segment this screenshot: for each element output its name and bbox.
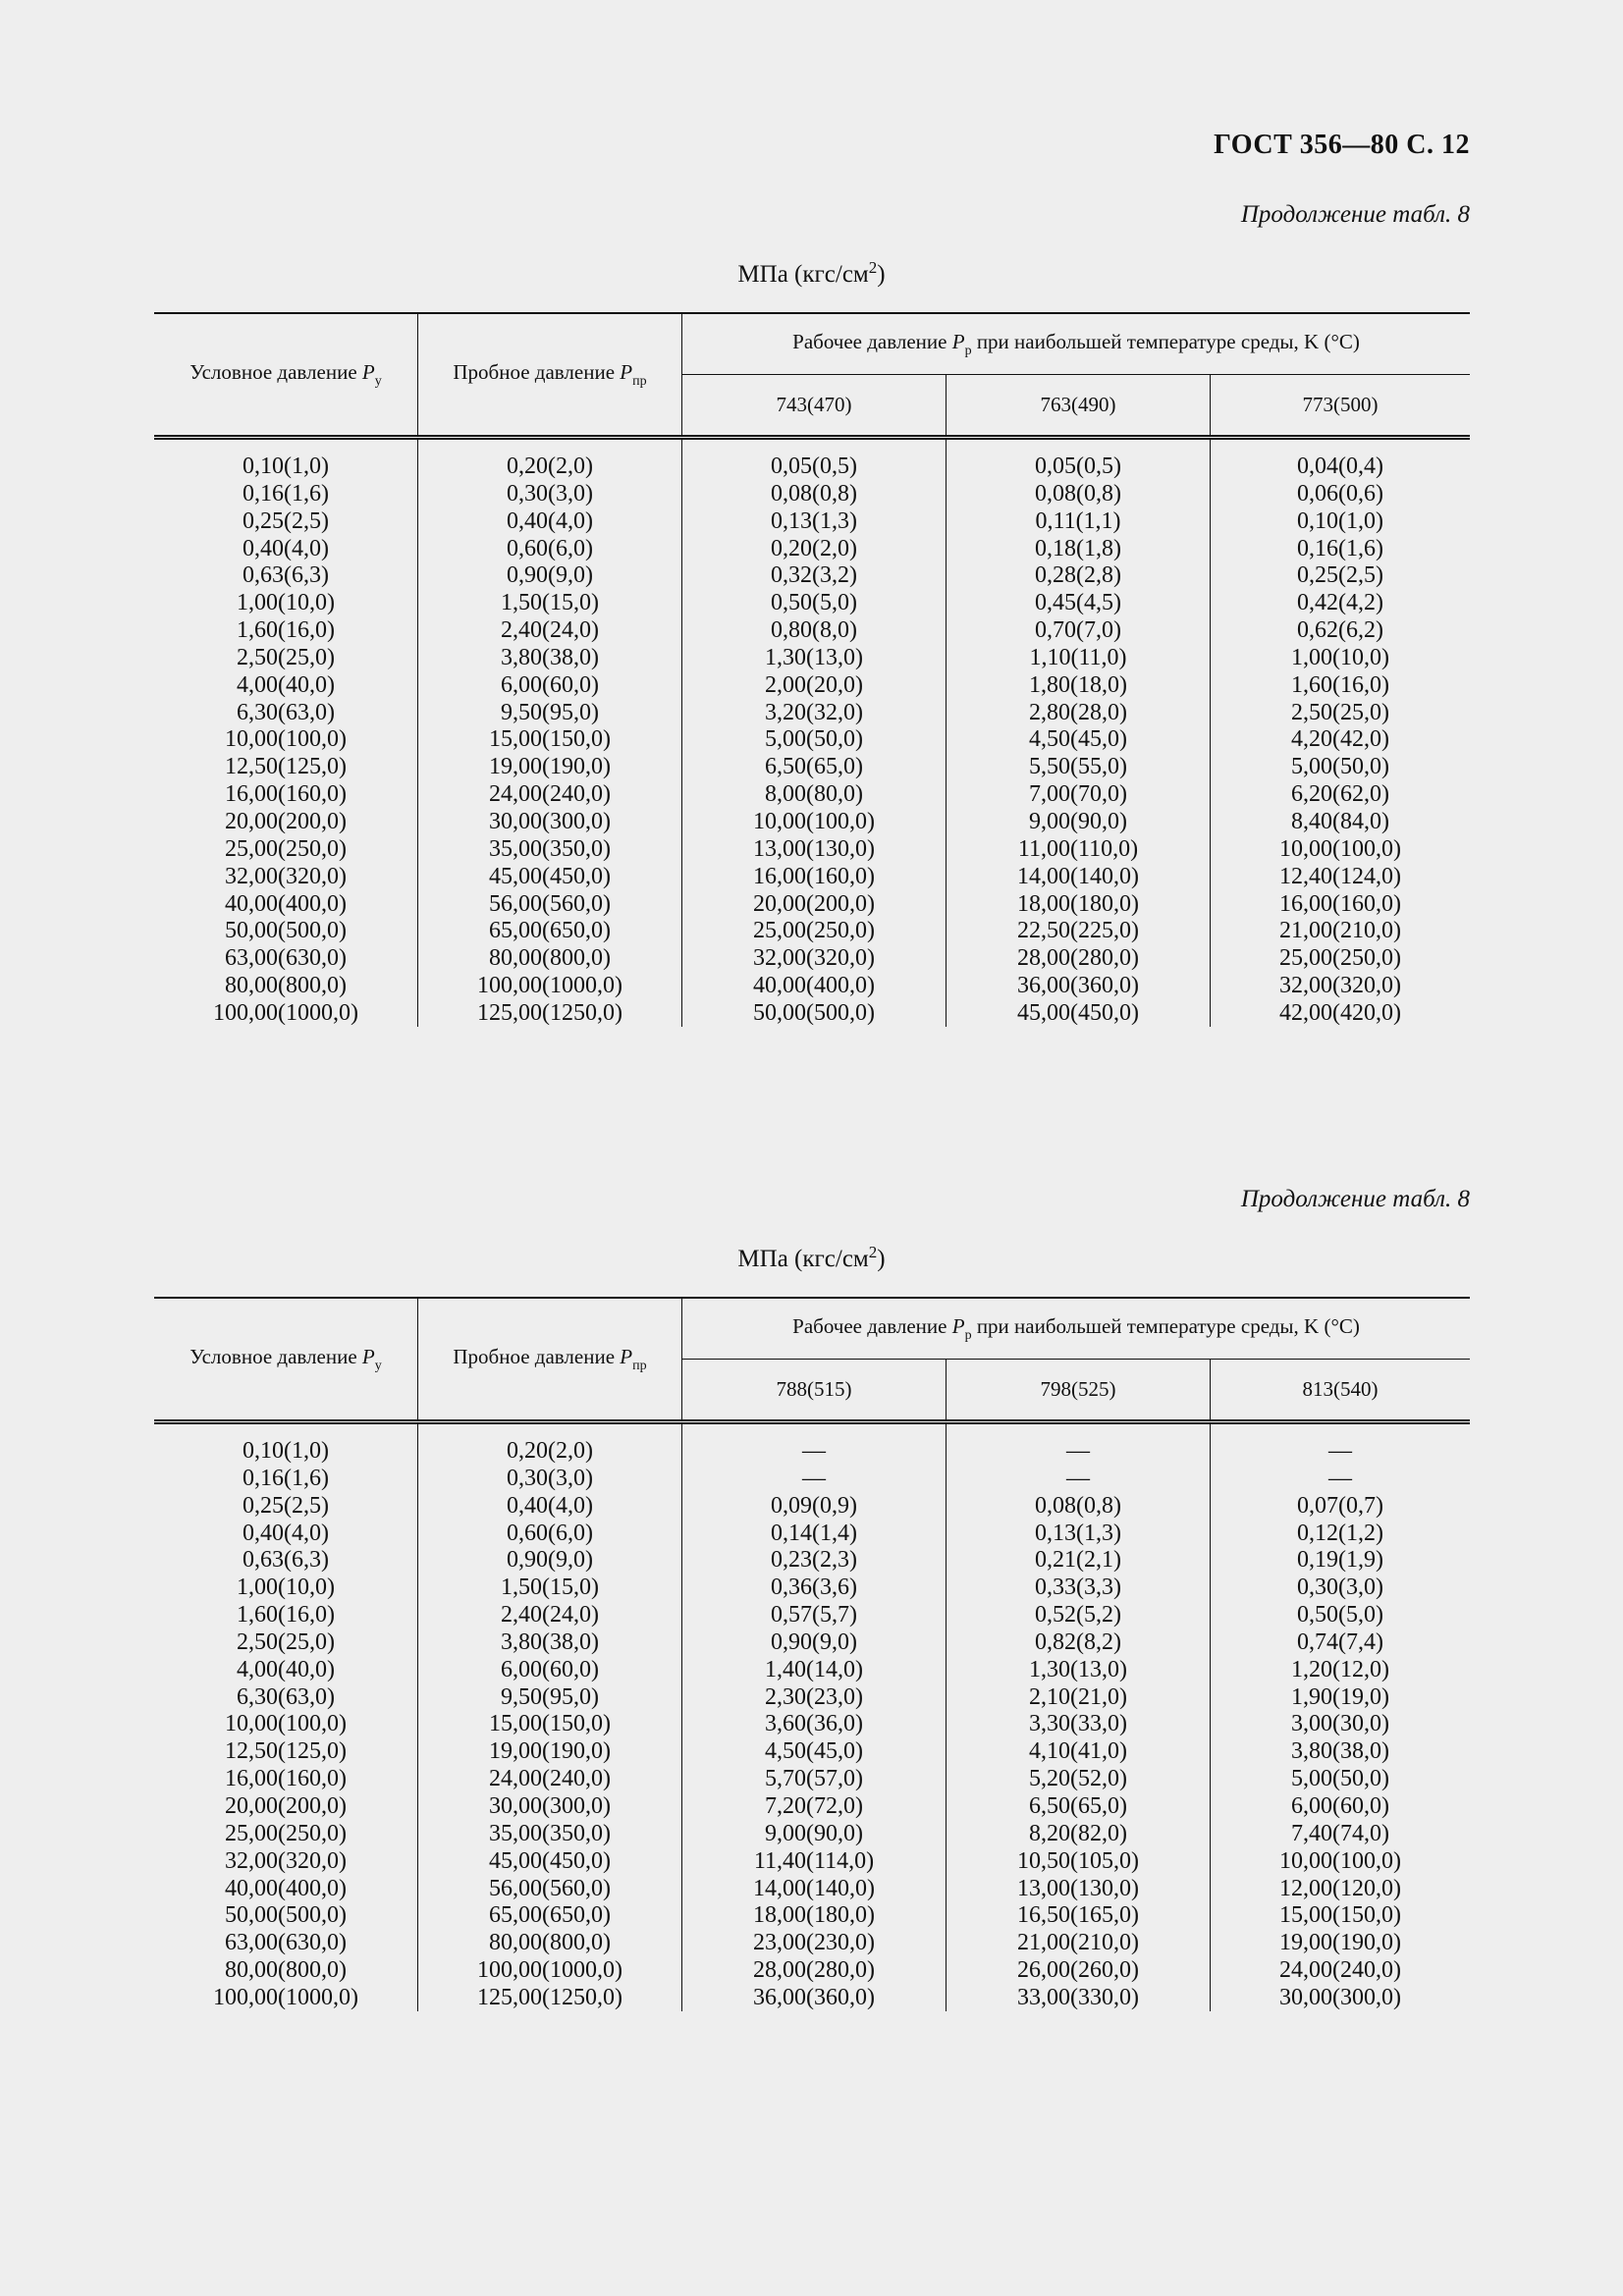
table-cell: 63,00(630,0) xyxy=(225,945,347,972)
table-cell: 45,00(450,0) xyxy=(489,1847,611,1874)
table-cell: 15,00(150,0) xyxy=(489,1711,611,1737)
table-cell: 30,00(300,0) xyxy=(489,808,611,834)
column-temp-3 xyxy=(1211,1438,1470,2012)
table-header xyxy=(154,1297,1470,1424)
header-temp-3: 773(500) xyxy=(1302,393,1379,416)
table-cell: 10,00(100,0) xyxy=(1279,1847,1401,1874)
table-cell: 24,00(240,0) xyxy=(489,781,611,808)
table-cell: 30,00(300,0) xyxy=(1279,1984,1401,2010)
header-working-text: Рабочее давление xyxy=(792,1313,952,1338)
header-nominal-text: Условное давление xyxy=(189,1344,362,1368)
header-temp-1: 788(515) xyxy=(776,1377,852,1401)
table-cell: 0,19(1,9) xyxy=(1297,1547,1383,1574)
table-header xyxy=(154,312,1470,440)
table-cell: 100,00(1000,0) xyxy=(213,1984,358,2010)
table-cell: 16,50(165,0) xyxy=(1017,1902,1139,1929)
table-cell: 10,00(100,0) xyxy=(1279,835,1401,862)
table-cell: 0,62(6,2) xyxy=(1297,617,1383,644)
table-cell: 40,00(400,0) xyxy=(753,973,875,999)
units-close: ) xyxy=(877,1246,886,1272)
table-cell: 25,00(250,0) xyxy=(753,918,875,944)
pressure-table xyxy=(154,312,1470,1029)
table-cell: 25,00(250,0) xyxy=(1279,945,1401,972)
table-cell: 1,00(10,0) xyxy=(237,1575,335,1601)
table-cell: 3,00(30,0) xyxy=(1291,1711,1389,1737)
table-cell: 4,00(40,0) xyxy=(237,671,335,698)
header-test-symbol: P xyxy=(620,359,633,384)
table-cell: 1,90(19,0) xyxy=(1291,1683,1389,1710)
table-cell: 0,40(4,0) xyxy=(243,1520,329,1546)
table-cell: 0,13(1,3) xyxy=(771,507,857,534)
table-cell: 100,00(1000,0) xyxy=(477,1957,622,1984)
table-cell: 1,50(15,0) xyxy=(501,590,599,616)
table-cell: 0,08(0,8) xyxy=(771,480,857,507)
table-cell: 50,00(500,0) xyxy=(225,918,347,944)
table-cell: 1,20(12,0) xyxy=(1291,1656,1389,1682)
table-cell: — xyxy=(802,1438,826,1464)
table-cell: 0,12(1,2) xyxy=(1297,1520,1383,1546)
table-cell: 32,00(320,0) xyxy=(753,945,875,972)
column-temp-1 xyxy=(682,1438,946,2012)
table-cell: — xyxy=(1066,1438,1090,1464)
column-test-pressure xyxy=(418,454,681,1028)
table-cell: 7,40(74,0) xyxy=(1291,1820,1389,1846)
table-cell: 100,00(1000,0) xyxy=(213,999,358,1026)
table-cell: 10,00(100,0) xyxy=(225,1711,347,1737)
table-cell: 0,30(3,0) xyxy=(507,480,593,507)
table-units xyxy=(0,1243,1623,1273)
header-test-text: Пробное давление xyxy=(453,359,621,384)
table-cell: 0,60(6,0) xyxy=(507,535,593,561)
table-cell: 0,63(6,3) xyxy=(243,1547,329,1574)
table-cell: 8,20(82,0) xyxy=(1029,1820,1127,1846)
page-header: ГОСТ 356—80 С. 12 xyxy=(1214,130,1470,160)
table-cell: 0,20(2,0) xyxy=(771,535,857,561)
table-cell: 2,50(25,0) xyxy=(237,1629,335,1655)
table-cell: 4,00(40,0) xyxy=(237,1656,335,1682)
table-cell: 28,00(280,0) xyxy=(753,1957,875,1984)
table-cell: 14,00(140,0) xyxy=(753,1875,875,1901)
table-cell: 6,50(65,0) xyxy=(1029,1792,1127,1819)
column-nominal-pressure xyxy=(154,454,417,1028)
table-cell: 5,20(52,0) xyxy=(1029,1766,1127,1792)
table-cell: 32,00(320,0) xyxy=(1279,973,1401,999)
table-cell: 9,50(95,0) xyxy=(501,1683,599,1710)
table-cell: 8,40(84,0) xyxy=(1291,808,1389,834)
table-cell: 6,00(60,0) xyxy=(501,671,599,698)
table-cell: 0,10(1,0) xyxy=(243,454,329,479)
header-test-text: Пробное давление xyxy=(453,1344,621,1368)
table-cell: 28,00(280,0) xyxy=(1017,945,1139,972)
table-cell: 4,10(41,0) xyxy=(1029,1738,1127,1765)
table-cell: 0,09(0,9) xyxy=(771,1492,857,1519)
table-cell: 80,00(800,0) xyxy=(225,1957,347,1984)
header-working-pressure xyxy=(682,314,1470,374)
table-body xyxy=(154,440,1470,1029)
column-temp-2 xyxy=(947,454,1210,1028)
table-cell: 35,00(350,0) xyxy=(489,1820,611,1846)
header-nominal-pressure xyxy=(154,314,417,435)
table-cell: 32,00(320,0) xyxy=(225,863,347,889)
table-cell: 125,00(1250,0) xyxy=(477,999,622,1026)
table-cell: 50,00(500,0) xyxy=(225,1902,347,1929)
table-cell: 0,16(1,6) xyxy=(243,1465,329,1491)
table-cell: 11,00(110,0) xyxy=(1017,835,1139,862)
table-cell: 15,00(150,0) xyxy=(489,726,611,753)
table-cell: 0,32(3,2) xyxy=(771,562,857,589)
header-temp-3: 813(540) xyxy=(1302,1377,1379,1401)
table-cell: — xyxy=(802,1465,826,1491)
table-cell: 63,00(630,0) xyxy=(225,1930,347,1956)
units-superscript: 2 xyxy=(868,258,878,277)
table-cell: 30,00(300,0) xyxy=(489,1792,611,1819)
table-cell: 0,50(5,0) xyxy=(771,590,857,616)
table-cell: 9,50(95,0) xyxy=(501,699,599,725)
table-cell: 80,00(800,0) xyxy=(489,945,611,972)
table-cell: 56,00(560,0) xyxy=(489,890,611,917)
header-working-subscript: р xyxy=(964,1327,972,1343)
header-working-symbol: P xyxy=(951,1313,965,1338)
header-working-text: Рабочее давление xyxy=(792,329,952,353)
table-cell: 0,11(1,1) xyxy=(1035,507,1121,534)
units-superscript: 2 xyxy=(868,1243,878,1261)
table-cell: 1,50(15,0) xyxy=(501,1575,599,1601)
table-cell: 1,30(13,0) xyxy=(765,644,863,670)
table-cell: 14,00(140,0) xyxy=(1017,863,1139,889)
table-cell: 36,00(360,0) xyxy=(1017,973,1139,999)
column-temp-3 xyxy=(1211,454,1470,1028)
table-cell: 5,70(57,0) xyxy=(765,1766,863,1792)
table-cell: 0,28(2,8) xyxy=(1035,562,1121,589)
table-cell: 16,00(160,0) xyxy=(1279,890,1401,917)
units-close: ) xyxy=(877,261,886,288)
table-cell: 0,23(2,3) xyxy=(771,1547,857,1574)
table-cell: 5,00(50,0) xyxy=(765,726,863,753)
table-cell: 0,52(5,2) xyxy=(1035,1602,1121,1629)
header-nominal-text: Условное давление xyxy=(189,359,362,384)
table-cell: 1,10(11,0) xyxy=(1029,644,1127,670)
table-cell: 19,00(190,0) xyxy=(489,1738,611,1765)
table-cell: 35,00(350,0) xyxy=(489,835,611,862)
table-cell: 65,00(650,0) xyxy=(489,918,611,944)
table-cell: — xyxy=(1328,1438,1352,1464)
table-cell: 26,00(260,0) xyxy=(1017,1957,1139,1984)
header-test-symbol: P xyxy=(620,1344,633,1368)
column-nominal-pressure xyxy=(154,1438,417,2012)
table-cell: 0,18(1,8) xyxy=(1035,535,1121,561)
table-continuation-label: Продолжение табл. 8 xyxy=(1240,1186,1470,1212)
table-cell: 0,90(9,0) xyxy=(771,1629,857,1655)
table-cell: 0,63(6,3) xyxy=(243,562,329,589)
column-temp-2 xyxy=(947,1438,1210,2012)
units-text: МПа (кгс/см xyxy=(737,1246,869,1272)
header-test-subscript: пр xyxy=(632,373,647,389)
table-cell: 0,25(2,5) xyxy=(1297,562,1383,589)
table-cell: 3,60(36,0) xyxy=(765,1711,863,1737)
header-working-symbol: P xyxy=(951,329,965,353)
table-cell: 5,00(50,0) xyxy=(1291,754,1389,780)
table-cell: 10,50(105,0) xyxy=(1017,1847,1139,1874)
header-test-pressure xyxy=(418,314,681,435)
header-nominal-symbol: P xyxy=(361,1344,375,1368)
table-cell: 0,08(0,8) xyxy=(1035,1492,1121,1519)
table-cell: 42,00(420,0) xyxy=(1279,999,1401,1026)
table-cell: 32,00(320,0) xyxy=(225,1847,347,1874)
table-cell: 1,40(14,0) xyxy=(765,1656,863,1682)
column-temp-1 xyxy=(682,454,946,1028)
table-cell: 0,74(7,4) xyxy=(1297,1629,1383,1655)
table-cell: 21,00(210,0) xyxy=(1279,918,1401,944)
table-cell: 0,82(8,2) xyxy=(1035,1629,1121,1655)
table-cell: 0,06(0,6) xyxy=(1297,480,1383,507)
table-cell: 12,50(125,0) xyxy=(225,754,347,780)
table-cell: 2,40(24,0) xyxy=(501,617,599,644)
table-cell: 3,30(33,0) xyxy=(1029,1711,1127,1737)
table-cell: 45,00(450,0) xyxy=(1017,999,1139,1026)
table-cell: 125,00(1250,0) xyxy=(477,1984,622,2010)
table-cell: 100,00(1000,0) xyxy=(477,973,622,999)
table-cell: 0,40(4,0) xyxy=(243,535,329,561)
header-nominal-pressure xyxy=(154,1299,417,1419)
table-cell: — xyxy=(1066,1465,1090,1491)
table-cell: 3,80(38,0) xyxy=(1291,1738,1389,1765)
table-cell: 40,00(400,0) xyxy=(225,1875,347,1901)
table-cell: 6,30(63,0) xyxy=(237,1683,335,1710)
table-cell: 0,30(3,0) xyxy=(1297,1575,1383,1601)
table-cell: 6,20(62,0) xyxy=(1291,781,1389,808)
table-cell: 16,00(160,0) xyxy=(753,863,875,889)
table-cell: 24,00(240,0) xyxy=(489,1766,611,1792)
table-cell: 0,40(4,0) xyxy=(507,1492,593,1519)
table-cell: 25,00(250,0) xyxy=(225,835,347,862)
table-cell: 8,00(80,0) xyxy=(765,781,863,808)
table-cell: 56,00(560,0) xyxy=(489,1875,611,1901)
table-cell: 6,00(60,0) xyxy=(501,1656,599,1682)
table-cell: 6,00(60,0) xyxy=(1291,1792,1389,1819)
table-cell: 0,05(0,5) xyxy=(771,454,857,479)
table-cell: 12,40(124,0) xyxy=(1279,863,1401,889)
table-cell: 33,00(330,0) xyxy=(1017,1984,1139,2010)
table-cell: 0,70(7,0) xyxy=(1035,617,1121,644)
table-cell: 9,00(90,0) xyxy=(765,1820,863,1846)
column-test-pressure xyxy=(418,1438,681,2012)
table-cell: 36,00(360,0) xyxy=(753,1984,875,2010)
table-cell: 11,40(114,0) xyxy=(753,1847,875,1874)
table-cell: 0,36(3,6) xyxy=(771,1575,857,1601)
header-working-subscript: р xyxy=(964,343,972,358)
table-cell: 19,00(190,0) xyxy=(1279,1930,1401,1956)
table-cell: 0,40(4,0) xyxy=(507,507,593,534)
table-cell: 12,00(120,0) xyxy=(1279,1875,1401,1901)
table-cell: 16,00(160,0) xyxy=(225,781,347,808)
table-cell: 1,00(10,0) xyxy=(1291,644,1389,670)
table-cell: 16,00(160,0) xyxy=(225,1766,347,1792)
table-cell: 7,00(70,0) xyxy=(1029,781,1127,808)
table-cell: 2,40(24,0) xyxy=(501,1602,599,1629)
table-cell: 15,00(150,0) xyxy=(1279,1902,1401,1929)
header-test-subscript: пр xyxy=(632,1358,647,1373)
table-cell: 13,00(130,0) xyxy=(1017,1875,1139,1901)
table-cell: 2,30(23,0) xyxy=(765,1683,863,1710)
table-cell: 0,20(2,0) xyxy=(507,1438,593,1464)
table-cell: 3,80(38,0) xyxy=(501,1629,599,1655)
table-cell: 1,00(10,0) xyxy=(237,590,335,616)
table-cell: 19,00(190,0) xyxy=(489,754,611,780)
table-cell: 6,30(63,0) xyxy=(237,699,335,725)
table-cell: 12,50(125,0) xyxy=(225,1738,347,1765)
table-cell: 0,60(6,0) xyxy=(507,1520,593,1546)
table-body xyxy=(154,1424,1470,2013)
table-cell: 0,16(1,6) xyxy=(243,480,329,507)
table-cell: 4,50(45,0) xyxy=(1029,726,1127,753)
header-working-suffix: при наибольшей температуре среды, K (°C) xyxy=(971,329,1360,353)
header-nominal-subscript: у xyxy=(374,1358,382,1373)
table-cell: 0,90(9,0) xyxy=(507,562,593,589)
table-cell: 0,10(1,0) xyxy=(243,1438,329,1464)
table-cell: 0,14(1,4) xyxy=(771,1520,857,1546)
table-cell: 0,25(2,5) xyxy=(243,507,329,534)
table-cell: 0,30(3,0) xyxy=(507,1465,593,1491)
table-cell: 5,00(50,0) xyxy=(1291,1766,1389,1792)
table-cell: 20,00(200,0) xyxy=(225,1792,347,1819)
table-cell: 0,42(4,2) xyxy=(1297,590,1383,616)
table-cell: 0,20(2,0) xyxy=(507,454,593,479)
table-cell: 7,20(72,0) xyxy=(765,1792,863,1819)
table-cell: 13,00(130,0) xyxy=(753,835,875,862)
table-cell: 20,00(200,0) xyxy=(753,890,875,917)
table-cell: 21,00(210,0) xyxy=(1017,1930,1139,1956)
header-temp-2: 763(490) xyxy=(1040,393,1116,416)
table-cell: 3,80(38,0) xyxy=(501,644,599,670)
table-cell: 0,25(2,5) xyxy=(243,1492,329,1519)
table-cell: 25,00(250,0) xyxy=(225,1820,347,1846)
table-cell: 23,00(230,0) xyxy=(753,1930,875,1956)
table-cell: 6,50(65,0) xyxy=(765,754,863,780)
table-cell: 1,60(16,0) xyxy=(237,617,335,644)
table-cell: 18,00(180,0) xyxy=(753,1902,875,1929)
table-cell: 0,50(5,0) xyxy=(1297,1602,1383,1629)
table-cell: 0,10(1,0) xyxy=(1297,507,1383,534)
table-cell: 0,33(3,3) xyxy=(1035,1575,1121,1601)
table-cell: 2,00(20,0) xyxy=(765,671,863,698)
table-cell: 24,00(240,0) xyxy=(1279,1957,1401,1984)
header-nominal-symbol: P xyxy=(361,359,375,384)
table-cell: 0,13(1,3) xyxy=(1035,1520,1121,1546)
table-cell: 4,50(45,0) xyxy=(765,1738,863,1765)
table-cell: 2,80(28,0) xyxy=(1029,699,1127,725)
table-cell: 0,57(5,7) xyxy=(771,1602,857,1629)
table-cell: 80,00(800,0) xyxy=(489,1930,611,1956)
table-cell: 0,05(0,5) xyxy=(1035,454,1121,479)
table-cell: 0,80(8,0) xyxy=(771,617,857,644)
units-text: МПа (кгс/см xyxy=(737,261,869,288)
table-cell: 0,45(4,5) xyxy=(1035,590,1121,616)
table-cell: 0,04(0,4) xyxy=(1297,454,1383,479)
table-cell: 50,00(500,0) xyxy=(753,999,875,1026)
table-cell: 1,60(16,0) xyxy=(237,1602,335,1629)
table-cell: 80,00(800,0) xyxy=(225,973,347,999)
table-cell: 22,50(225,0) xyxy=(1017,918,1139,944)
table-cell: 5,50(55,0) xyxy=(1029,754,1127,780)
table-cell: 2,50(25,0) xyxy=(1291,699,1389,725)
header-temp-2: 798(525) xyxy=(1040,1377,1116,1401)
table-cell: 45,00(450,0) xyxy=(489,863,611,889)
table-cell: 0,16(1,6) xyxy=(1297,535,1383,561)
table-cell: 2,10(21,0) xyxy=(1029,1683,1127,1710)
table-cell: 20,00(200,0) xyxy=(225,808,347,834)
table-cell: 0,07(0,7) xyxy=(1297,1492,1383,1519)
table-cell: — xyxy=(1328,1465,1352,1491)
table-cell: 10,00(100,0) xyxy=(753,808,875,834)
table-cell: 18,00(180,0) xyxy=(1017,890,1139,917)
table-cell: 2,50(25,0) xyxy=(237,644,335,670)
pressure-table xyxy=(154,1297,1470,2013)
table-cell: 40,00(400,0) xyxy=(225,890,347,917)
table-cell: 0,08(0,8) xyxy=(1035,480,1121,507)
header-working-suffix: при наибольшей температуре среды, K (°C) xyxy=(971,1313,1360,1338)
table-cell: 0,90(9,0) xyxy=(507,1547,593,1574)
header-test-pressure xyxy=(418,1299,681,1419)
table-cell: 10,00(100,0) xyxy=(225,726,347,753)
table-units xyxy=(0,258,1623,289)
table-cell: 0,21(2,1) xyxy=(1035,1547,1121,1574)
header-temp-1: 743(470) xyxy=(776,393,852,416)
table-cell: 4,20(42,0) xyxy=(1291,726,1389,753)
table-cell: 3,20(32,0) xyxy=(765,699,863,725)
table-cell: 1,60(16,0) xyxy=(1291,671,1389,698)
header-nominal-subscript: у xyxy=(374,373,382,389)
table-cell: 1,30(13,0) xyxy=(1029,1656,1127,1682)
table-cell: 9,00(90,0) xyxy=(1029,808,1127,834)
table-cell: 1,80(18,0) xyxy=(1029,671,1127,698)
table-continuation-label: Продолжение табл. 8 xyxy=(1240,201,1470,228)
header-working-pressure xyxy=(682,1299,1470,1359)
table-cell: 65,00(650,0) xyxy=(489,1902,611,1929)
